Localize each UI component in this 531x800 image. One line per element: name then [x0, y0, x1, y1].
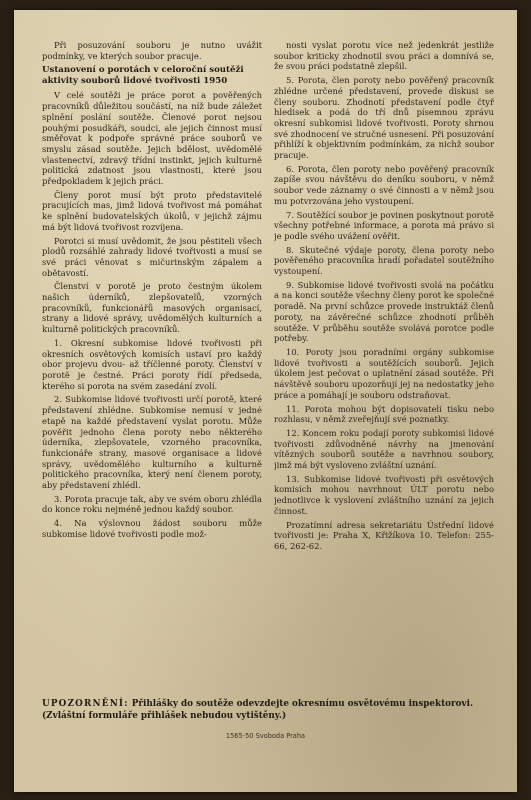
paragraph: Členství v porotě je proto čestným úkolem našich úderníků, zlepšovatelů, vzorných pracovníků, funkcionářů masových organisací, strany a lidové správy, uvědomělých kulturních a kulturně politických pracovníků.: [42, 281, 262, 335]
notice-text: Přihlášky do soutěže odevzdejte okresnímu osvětovému inspektorovi. (Zvláštní formuláře přihlášek nebudou vytištěny.): [42, 699, 474, 721]
paragraph: 7. Soutěžící soubor je povinen poskytnout porotě všechny potřebné informace, a porota má právo si je podle svého uvážení ověřit.: [274, 209, 494, 241]
document-page: [14, 10, 517, 792]
paragraph: 8. Skutečné výdaje poroty, člena poroty nebo pověřeného pracovníka hradí pořadatel soutěžního vystoupení.: [274, 244, 494, 277]
paragraph: 9. Subkomise lidové tvořivosti svolá na počátku a na konci soutěže všechny členy porot ke společné poradě. Na první schůzce provede instruktáž členů poroty, na závěrečné schůzce zhodnotí průběh soutěže. V průběhu soutěže svolává porotce podle potřeby.: [274, 279, 494, 344]
paragraph: 11. Porota mohou být dopisovateli tisku nebo rozhlasu, v němž zveřejňují své poznatky.: [274, 403, 494, 425]
notice-lead: UPOZORNĚNÍ:: [42, 699, 129, 709]
paragraph: 6. Porota, člen poroty nebo pověřený pracovník zapíše svou návštěvu do deníku souboru, v němž soubor vede záznamy o své činnosti a v němž jsou mu potvrzována jeho vystoupení.: [274, 163, 494, 206]
paragraph: nosti vyslat porotu více než jedenkrát jestliže soubor kriticky zhodnotil svou práci a domnívá se, že svou práci podstatně zlepšil.: [274, 40, 494, 72]
paragraph: 4. Na výslovnou žádost souboru může subkomise lidové tvořivosti podle mož-: [42, 518, 262, 539]
paragraph: Členy porot musí být proto představitelé pracujících mas, jimž lidová tvořivost má pomáhat ke splnění budovatelských úkolů, v jejichž zájmu má být lidová tvořivost rozvíjena.: [42, 189, 262, 232]
notice-block: [42, 698, 494, 722]
paragraph: 3. Porota pracuje tak, aby ve svém oboru zhlédla do konce roku nejméně jednou každý soubor.: [42, 493, 262, 515]
left-column: [42, 40, 262, 680]
paragraph: 5. Porota, člen poroty nebo pověřený pracovník zhlédne určené představení, provede diskusi se členy souboru. Zhodnotí představení podle čtyř hledisek a podá do tří dnů písemnou zprávu okresní subkomisi lidové tvořivosti. Poroty shrnou své zhodnocení ve stručné usnesení. Při posuzování přihlíží k objektivním podmínkám, za nichž soubor pracuje.: [274, 75, 494, 161]
text-columns: [42, 40, 494, 680]
intro-paragraph: Při posuzování souboru je nutno uvážit podmínky, ve kterých soubor pracuje.: [42, 40, 262, 61]
paragraph: Porotci si musí uvědomit, že jsou pěstiteli všech plodů rozsáhlé zahrady lidové tvořivosti a musí se své práci věnovat s mičurinským zápalem a obětavostí.: [42, 235, 262, 278]
printer-imprint: 1565-50 Svoboda Praha: [225, 732, 306, 740]
paragraph: 1. Okresní subkomise lidové tvořivosti při okresních osvětových komisích ustaví pro každý obor projevu dvou- až tříčlenné poroty. Členství v porotě je čestné. Práci poroty řídí předseda, kterého si porota na svém zasedání zvolí.: [42, 337, 262, 391]
paragraph: V celé soutěži je práce porot a pověřených pracovníků důležitou součástí, na níž bude záležet splnění poslání soutěže. Členové porot nejsou pouhými posudkáři, soudci, ale jejich činnost musí směřovat k podpoře správné práce souborů ve smyslu zásad soutěže. Jejich bdělost, uvědomělé vlastenectví, zdravý třídní instinkt, jejich kulturně politická zdatnost jsou vlastnosti, které jsou předpokladem k jejich práci.: [42, 90, 262, 187]
address-paragraph: Prozatímní adresa sekretariátu Ústřední lidové tvořivosti je: Praha X, Křižíkova 10. Telefon: 255-66, 262-62.: [274, 519, 494, 551]
section-heading: Ustanovení o porotách v celoroční soutěži aktivity souborů lidové tvořivosti 1950: [42, 65, 244, 86]
paragraph: 12. Koncem roku podají poroty subkomisi lidové tvořivosti zdůvodněné návrhy na jmenování vítězných souborů soutěže a navrhnou soubory, jimž má být vysloveno zvláštní uznání.: [274, 427, 494, 471]
right-column: [274, 40, 494, 680]
paragraph: 10. Poroty jsou poradními orgány subkomise lidové tvořivosti a soutěžících souborů. Jejich úkolem jest pečovat o uplatnění zásad soutěže. Při návštěvě souboru upozorňují jej na nedostatky jeho práce a pomáhají je souboru odstraňovat.: [274, 346, 494, 400]
paragraph: 2. Subkomise lidové tvořivosti určí porotě, které představení zhlédne. Subkomise nemusí v jedné etapě na každé představení vyslat porotu. Může pověřit jednoho člena poroty nebo některého úderníka, zlepšovatele, vzorného pracovníka, funkcionáře strany, masové organisace a lidové správy, uvědomělého kulturního a kulturně politického pracovníka, který není členem poroty, aby představení zhlédl.: [42, 394, 262, 491]
paragraph: 13. Subkomise lidové tvořivosti při osvětových komisích mohou navrhnout ÚLT porotu nebo jednotlivce k vyslovení zvláštního uznání za jejich činnost.: [274, 473, 494, 516]
